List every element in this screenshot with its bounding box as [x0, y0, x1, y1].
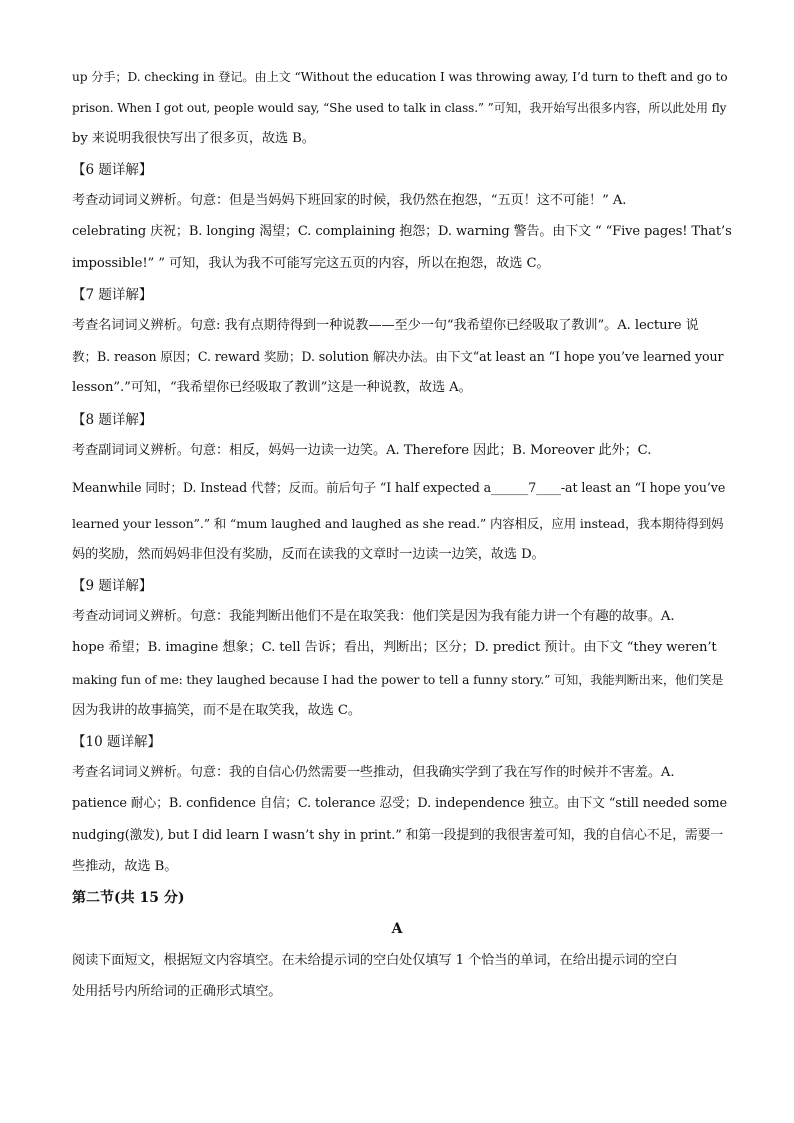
paragraph-line: learned your lesson”.” 和 “mum laughed and laughed as she read.” 内容相反，应用 instead，我本期待得到妈	[72, 516, 724, 531]
question-heading: 【7 题详解】	[72, 287, 153, 303]
question-heading: 【10 题详解】	[72, 734, 161, 750]
question-heading: 【6 题详解】	[72, 162, 153, 178]
paragraph-line: 妈的奖励，然而妈妈非但没有奖励，反而在读我的文章时一边读一边笑，故选 D。	[72, 547, 545, 562]
paragraph-line: making fun of me: they laughed because I had the power to tell a funny story.” 可知，我能判断出来，他们笑是	[72, 673, 724, 687]
part-letter: A	[391, 921, 403, 937]
instruction-line: 阅读下面短文，根据短文内容填空。在未给提示词的空白处仅填写 1 个恰当的单词，在给出提示词的空白	[72, 953, 678, 968]
paragraph-line: 考查动词词义辨析。句意：我能判断出他们不是在取笑我：他们笑是因为我有能力讲一个有趣的故事。A.	[72, 609, 675, 624]
paragraph-line: lesson”.”可知，“我希望你已经吸取了教训”这是一种说教，故选 A。	[72, 380, 472, 395]
paragraph-line: up 分手；D. checking in 登记。由上文 “Without the education I was throwing away, I’d turn to theft and go to	[72, 70, 728, 84]
question-heading: 【9 题详解】	[72, 578, 153, 594]
section-title: 第二节(共 15 分)	[72, 890, 185, 906]
question-heading: 【8 题详解】	[72, 412, 153, 428]
instruction-line: 处用括号内所给词的正确形式填空。	[72, 984, 282, 999]
paragraph-line: 因为我讲的故事搞笑，而不是在取笑我，故选 C。	[72, 703, 361, 718]
paragraph-line: 考查名词词义辨析。句意：我的自信心仍然需要一些推动，但我确实学到了我在写作的时候并不害羞。A.	[72, 765, 675, 780]
paragraph-line: 考查动词词义辨析。句意：但是当妈妈下班回家的时候，我仍然在抱怨，“五页！这不可能！” A.	[72, 193, 627, 208]
paragraph-line: nudging(激发), but I did learn I wasn’t shy in print.” 和第一段提到的我很害羞可知，我的自信心不足，需要一	[72, 828, 724, 843]
paragraph-line: 教；B. reason 原因；C. reward 奖励；D. solution 解决办法。由下文“at least an “I hope you’ve learned your	[72, 349, 724, 364]
paragraph-line: by 来说明我很快写出了很多页，故选 B。	[72, 131, 315, 146]
paragraph-line: celebrating 庆祝；B. longing 渴望；C. complaining 抱怨；D. warning 警告。由下文 “ “Five pages! That’s	[72, 224, 732, 239]
paragraph-line: patience 耐心；B. confidence 自信；C. tolerance 忍受；D. independence 独立。由下文 “still needed some	[72, 796, 728, 811]
paragraph-line: hope 希望；B. imagine 想象；C. tell 告诉；看出，判断出；区分；D. predict 预计。由下文 “they weren’t	[72, 640, 717, 655]
paragraph-line: 考查副词词义辨析。句意：相反，妈妈一边读一边笑。A. Therefore 因此；B. Moreover 此外；C.	[72, 443, 652, 458]
paragraph-line: prison. When I got out, people would say, “She used to talk in class.” ”可知，我开始写出很多内容，所以此处用 fly	[72, 101, 727, 115]
paragraph-line: impossible!” ” 可知，我认为我不可能写完这五页的内容，所以在抱怨，故选 C。	[72, 256, 550, 271]
paragraph-line: 些推动，故选 B。	[72, 859, 178, 874]
paragraph-line: 考查名词词义辨析。句意: 我有点期待得到一种说教——至少一句“我希望你已经吸取了教训”。A. lecture 说	[72, 318, 699, 333]
paragraph-line: Meanwhile 同时；D. Instead 代替；反而。前后句子 “I half expected a______7____-at least an “I hope you’ve	[72, 480, 726, 495]
